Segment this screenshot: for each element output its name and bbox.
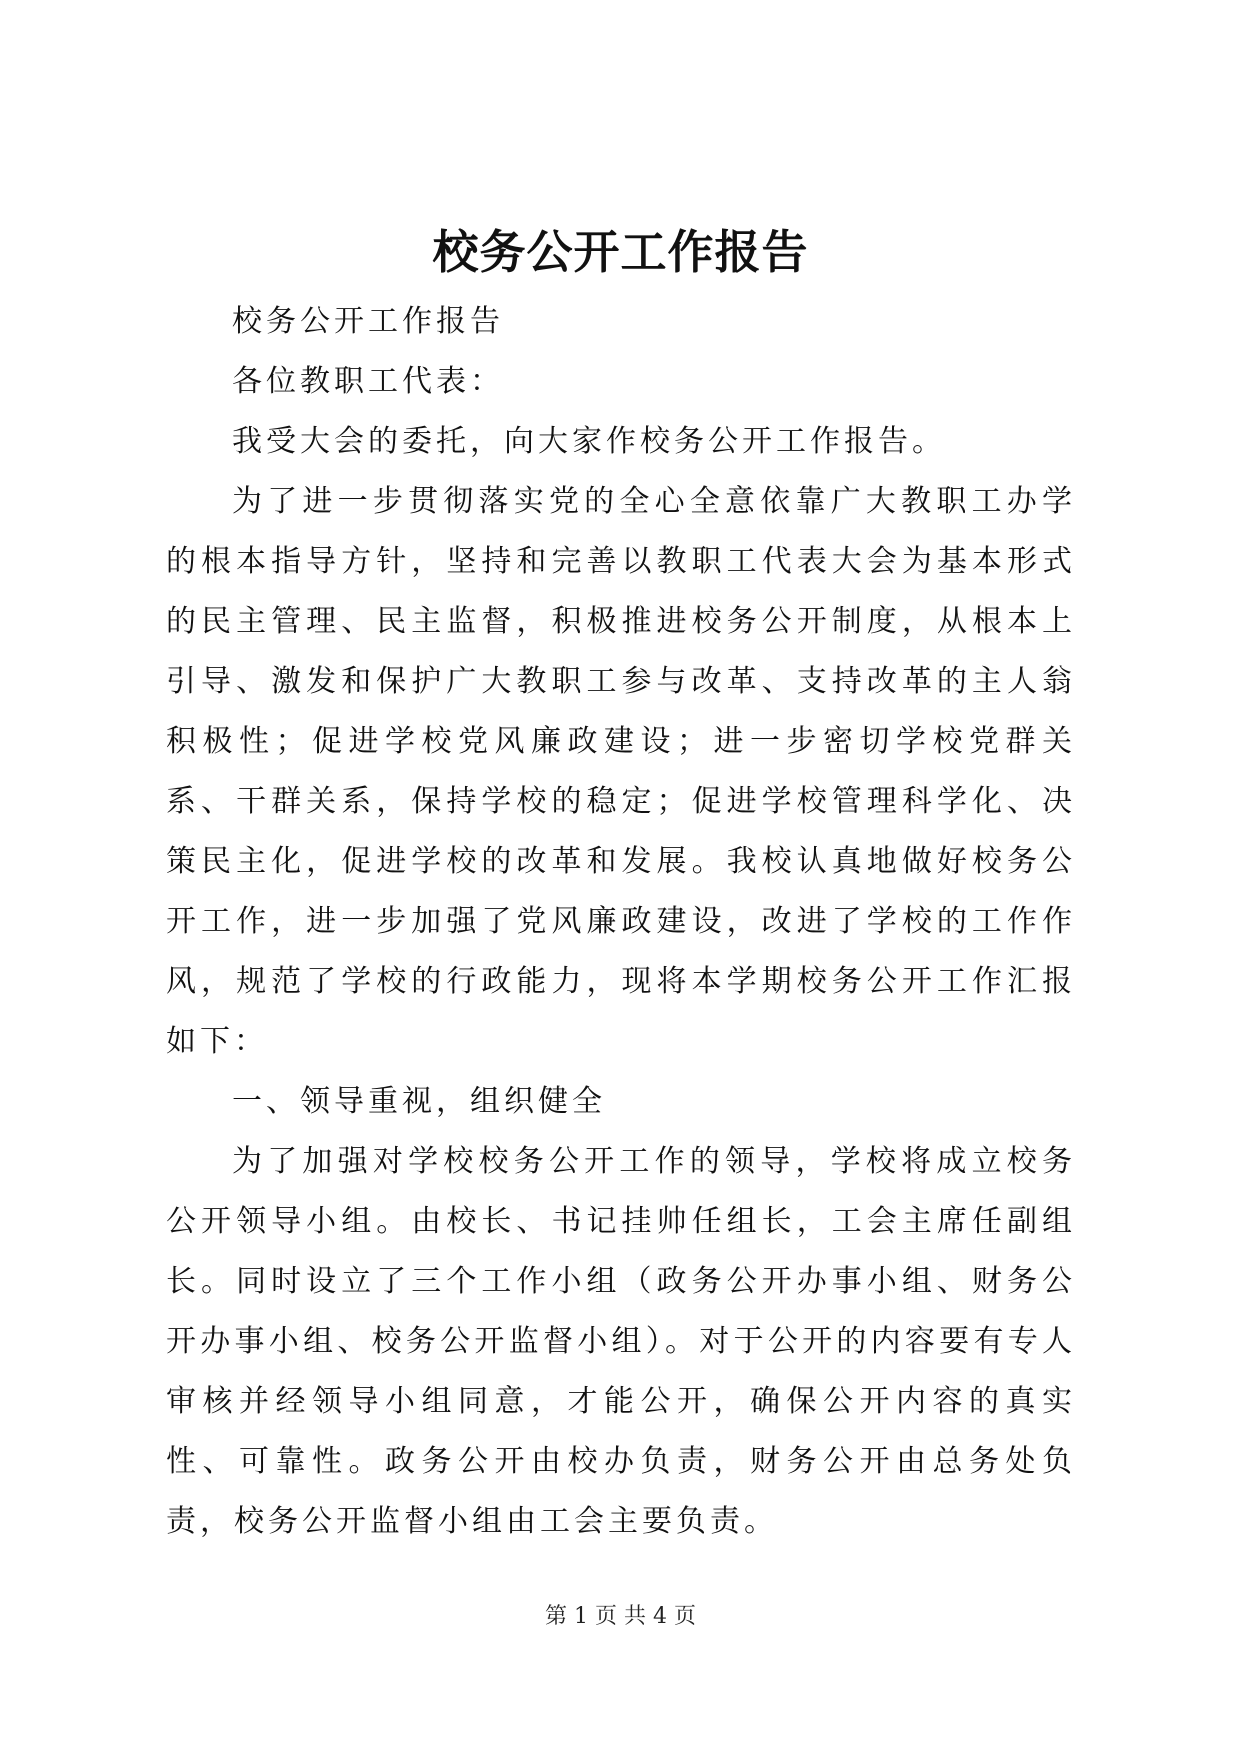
document-body [166,292,1076,1552]
paragraph-heading-repeat: 校务公开工作报告 [232,304,504,339]
page-number-footer: 第 1 页 共 4 页 [545,1604,696,1629]
section-heading-1: 一、领导重视，组织健全 [232,1084,606,1119]
paragraph-intro: 我受大会的委托，向大家作校务公开工作报告。 [232,424,946,459]
document-title: 校务公开工作报告 [432,225,809,279]
paragraph-salutation: 各位教职工代表： [232,364,504,399]
paragraph-leadership: 为了加强对学校校务公开工作的领导，学校将成立校务公开领导小组。由校长、书记挂帅任组长，工会主席任副组长。同时设立了三个工作小组（政务公开办事小组、财务公开办事小组、校务公开监督小组）。对于公开的内容要有专人审核并经领导小组同意，才能公开，确保公开内容的真实性、可靠性。政务公开由校办负责，财务公开由总务处负责，校务公开监督小组由工会主要负责。 [166,1144,1076,1539]
paragraph-purpose: 为了进一步贯彻落实党的全心全意依靠广大教职工办学的根本指导方针，坚持和完善以教职工代表大会为基本形式的民主管理、民主监督，积极推进校务公开制度，从根本上引导、激发和保护广大教职工参与改革、支持改革的主人翁积极性；促进学校党风廉政建设；进一步密切学校党群关系、干群关系，保持学校的稳定；促进学校管理科学化、决策民主化，促进学校的改革和发展。我校认真地做好校务公开工作，进一步加强了党风廉政建设，改进了学校的工作作风，规范了学校的行政能力，现将本学期校务公开工作汇报如下： [166,484,1076,1059]
